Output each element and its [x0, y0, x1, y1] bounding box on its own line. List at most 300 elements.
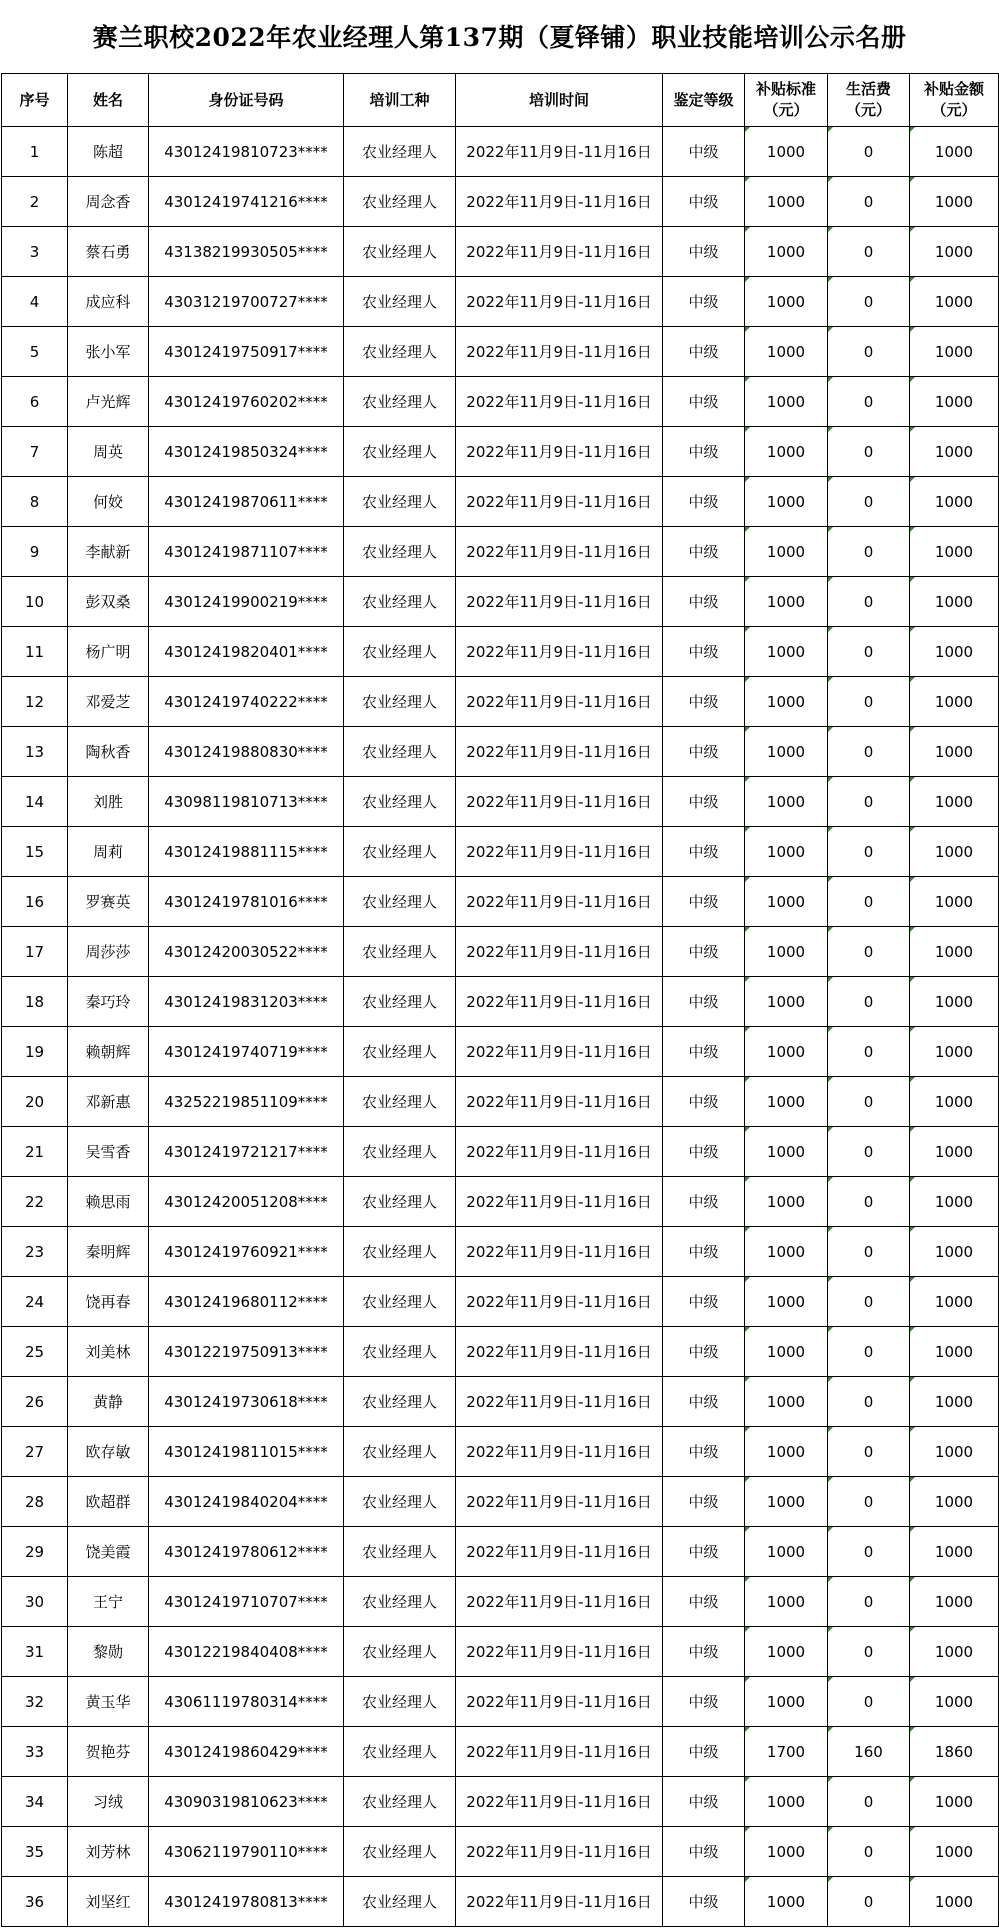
cell-id-number: 43012419750917**** [149, 327, 344, 377]
cell-level: 中级 [663, 227, 745, 277]
cell-living-allowance: 0 [828, 877, 910, 927]
table-row [2, 1677, 999, 1727]
cell-period: 2022年11月9日-11月16日 [456, 1877, 663, 1927]
cell-subsidy-standard: 1000 [745, 1177, 828, 1227]
cell-seq: 25 [2, 1327, 68, 1377]
header-trade: 培训工种 [344, 74, 456, 127]
cell-subsidy-amount: 1000 [910, 1777, 999, 1827]
table-row [2, 1827, 999, 1877]
cell-level: 中级 [663, 1827, 745, 1877]
table-row [2, 1227, 999, 1277]
cell-level: 中级 [663, 1477, 745, 1527]
table-row [2, 1377, 999, 1427]
cell-trade: 农业经理人 [344, 927, 456, 977]
table-row [2, 1277, 999, 1327]
cell-name: 周莎莎 [68, 927, 149, 977]
cell-period: 2022年11月9日-11月16日 [456, 277, 663, 327]
cell-name: 李献新 [68, 527, 149, 577]
cell-level: 中级 [663, 1077, 745, 1127]
table-row [2, 627, 999, 677]
cell-period: 2022年11月9日-11月16日 [456, 1777, 663, 1827]
cell-subsidy-standard: 1000 [745, 1577, 828, 1627]
cell-seq: 29 [2, 1527, 68, 1577]
cell-subsidy-amount: 1000 [910, 577, 999, 627]
cell-name: 罗赛英 [68, 877, 149, 927]
cell-living-allowance: 0 [828, 977, 910, 1027]
roster-table [1, 73, 999, 1927]
cell-seq: 18 [2, 977, 68, 1027]
cell-name: 陈超 [68, 127, 149, 177]
cell-trade: 农业经理人 [344, 1327, 456, 1377]
cell-living-allowance: 0 [828, 1677, 910, 1727]
cell-subsidy-standard: 1000 [745, 1827, 828, 1877]
cell-seq: 31 [2, 1627, 68, 1677]
cell-id-number: 43012420051208**** [149, 1177, 344, 1227]
cell-period: 2022年11月9日-11月16日 [456, 877, 663, 927]
cell-id-number: 43012219750913**** [149, 1327, 344, 1377]
table-row [2, 477, 999, 527]
cell-trade: 农业经理人 [344, 227, 456, 277]
cell-trade: 农业经理人 [344, 1427, 456, 1477]
cell-period: 2022年11月9日-11月16日 [456, 177, 663, 227]
cell-trade: 农业经理人 [344, 1227, 456, 1277]
cell-living-allowance: 0 [828, 1827, 910, 1877]
cell-trade: 农业经理人 [344, 1177, 456, 1227]
table-row [2, 1077, 999, 1127]
roster-body [2, 127, 999, 1927]
cell-period: 2022年11月9日-11月16日 [456, 1427, 663, 1477]
cell-seq: 8 [2, 477, 68, 527]
cell-subsidy-amount: 1000 [910, 727, 999, 777]
cell-subsidy-amount: 1000 [910, 1127, 999, 1177]
cell-level: 中级 [663, 327, 745, 377]
cell-trade: 农业经理人 [344, 1827, 456, 1877]
cell-name: 赖朝辉 [68, 1027, 149, 1077]
cell-id-number: 43012419740222**** [149, 677, 344, 727]
cell-seq: 12 [2, 677, 68, 727]
header-subsidy-standard: 补贴标准（元） [745, 74, 828, 127]
cell-subsidy-standard: 1000 [745, 1227, 828, 1277]
cell-period: 2022年11月9日-11月16日 [456, 127, 663, 177]
table-row [2, 227, 999, 277]
cell-subsidy-standard: 1000 [745, 827, 828, 877]
cell-seq: 1 [2, 127, 68, 177]
cell-seq: 3 [2, 227, 68, 277]
cell-seq: 17 [2, 927, 68, 977]
cell-subsidy-amount: 1000 [910, 277, 999, 327]
cell-name: 黎勋 [68, 1627, 149, 1677]
cell-period: 2022年11月9日-11月16日 [456, 827, 663, 877]
cell-name: 秦明辉 [68, 1227, 149, 1277]
cell-id-number: 43012419760921**** [149, 1227, 344, 1277]
cell-name: 邓新惠 [68, 1077, 149, 1127]
cell-trade: 农业经理人 [344, 127, 456, 177]
cell-subsidy-standard: 1000 [745, 577, 828, 627]
cell-name: 周念香 [68, 177, 149, 227]
table-row [2, 1327, 999, 1377]
cell-subsidy-amount: 1000 [910, 877, 999, 927]
cell-living-allowance: 0 [828, 1877, 910, 1927]
cell-period: 2022年11月9日-11月16日 [456, 1227, 663, 1277]
cell-subsidy-standard: 1000 [745, 377, 828, 427]
cell-subsidy-standard: 1000 [745, 877, 828, 927]
cell-living-allowance: 0 [828, 1127, 910, 1177]
cell-subsidy-amount: 1000 [910, 927, 999, 977]
table-row [2, 677, 999, 727]
cell-trade: 农业经理人 [344, 1027, 456, 1077]
cell-period: 2022年11月9日-11月16日 [456, 777, 663, 827]
cell-name: 秦巧玲 [68, 977, 149, 1027]
cell-period: 2022年11月9日-11月16日 [456, 577, 663, 627]
cell-period: 2022年11月9日-11月16日 [456, 527, 663, 577]
table-row [2, 1127, 999, 1177]
cell-seq: 11 [2, 627, 68, 677]
cell-trade: 农业经理人 [344, 1377, 456, 1427]
cell-seq: 6 [2, 377, 68, 427]
header-level: 鉴定等级 [663, 74, 745, 127]
cell-seq: 20 [2, 1077, 68, 1127]
cell-trade: 农业经理人 [344, 1577, 456, 1627]
cell-living-allowance: 0 [828, 1327, 910, 1377]
cell-name: 周莉 [68, 827, 149, 877]
cell-period: 2022年11月9日-11月16日 [456, 927, 663, 977]
cell-trade: 农业经理人 [344, 377, 456, 427]
table-row [2, 1477, 999, 1527]
cell-subsidy-standard: 1000 [745, 227, 828, 277]
cell-living-allowance: 0 [828, 1627, 910, 1677]
cell-subsidy-standard: 1000 [745, 527, 828, 577]
cell-subsidy-amount: 1000 [910, 1627, 999, 1677]
cell-trade: 农业经理人 [344, 577, 456, 627]
header-period: 培训时间 [456, 74, 663, 127]
cell-name: 欧超群 [68, 1477, 149, 1527]
cell-subsidy-standard: 1000 [745, 1477, 828, 1527]
cell-id-number: 43012419881115**** [149, 827, 344, 877]
cell-name: 习绒 [68, 1777, 149, 1827]
cell-name: 周英 [68, 427, 149, 477]
cell-subsidy-standard: 1000 [745, 1327, 828, 1377]
cell-subsidy-standard: 1000 [745, 1427, 828, 1477]
cell-living-allowance: 0 [828, 1527, 910, 1577]
cell-living-allowance: 0 [828, 1027, 910, 1077]
cell-period: 2022年11月9日-11月16日 [456, 377, 663, 427]
cell-subsidy-amount: 1860 [910, 1727, 999, 1777]
cell-seq: 24 [2, 1277, 68, 1327]
cell-subsidy-amount: 1000 [910, 1577, 999, 1627]
cell-level: 中级 [663, 1727, 745, 1777]
cell-subsidy-amount: 1000 [910, 827, 999, 877]
cell-name: 刘美林 [68, 1327, 149, 1377]
table-row [2, 1027, 999, 1077]
cell-subsidy-standard: 1000 [745, 1377, 828, 1427]
table-row [2, 827, 999, 877]
cell-trade: 农业经理人 [344, 1727, 456, 1777]
cell-level: 中级 [663, 677, 745, 727]
cell-living-allowance: 0 [828, 1077, 910, 1127]
cell-living-allowance: 0 [828, 1227, 910, 1277]
cell-living-allowance: 0 [828, 1577, 910, 1627]
cell-trade: 农业经理人 [344, 477, 456, 527]
cell-subsidy-standard: 1000 [745, 477, 828, 527]
cell-subsidy-amount: 1000 [910, 1527, 999, 1577]
cell-subsidy-amount: 1000 [910, 627, 999, 677]
cell-name: 刘芳林 [68, 1827, 149, 1877]
cell-name: 何姣 [68, 477, 149, 527]
cell-name: 张小军 [68, 327, 149, 377]
cell-level: 中级 [663, 1327, 745, 1377]
cell-id-number: 43012419871107**** [149, 527, 344, 577]
cell-id-number: 43012419730618**** [149, 1377, 344, 1427]
cell-subsidy-standard: 1000 [745, 927, 828, 977]
cell-subsidy-standard: 1000 [745, 1627, 828, 1677]
cell-seq: 27 [2, 1427, 68, 1477]
cell-name: 饶美霞 [68, 1527, 149, 1577]
cell-living-allowance: 0 [828, 777, 910, 827]
cell-period: 2022年11月9日-11月16日 [456, 1377, 663, 1427]
cell-trade: 农业经理人 [344, 277, 456, 327]
cell-trade: 农业经理人 [344, 977, 456, 1027]
cell-living-allowance: 0 [828, 227, 910, 277]
cell-id-number: 43012419780813**** [149, 1877, 344, 1927]
cell-level: 中级 [663, 927, 745, 977]
table-row [2, 177, 999, 227]
cell-period: 2022年11月9日-11月16日 [456, 977, 663, 1027]
header-subsidy-amount: 补贴金额（元） [910, 74, 999, 127]
cell-level: 中级 [663, 1427, 745, 1477]
cell-trade: 农业经理人 [344, 677, 456, 727]
table-row [2, 1627, 999, 1677]
cell-trade: 农业经理人 [344, 1127, 456, 1177]
cell-seq: 15 [2, 827, 68, 877]
cell-level: 中级 [663, 1527, 745, 1577]
document-title: 赛兰职校2022年农业经理人第137期（夏铎铺）职业技能培训公示名册 [92, 23, 907, 52]
table-row [2, 277, 999, 327]
cell-subsidy-standard: 1000 [745, 1677, 828, 1727]
cell-seq: 7 [2, 427, 68, 477]
cell-trade: 农业经理人 [344, 527, 456, 577]
cell-subsidy-standard: 1000 [745, 1127, 828, 1177]
cell-level: 中级 [663, 627, 745, 677]
cell-period: 2022年11月9日-11月16日 [456, 1827, 663, 1877]
cell-trade: 农业经理人 [344, 1777, 456, 1827]
cell-name: 刘胜 [68, 777, 149, 827]
header-living-allowance: 生活费（元） [828, 74, 910, 127]
cell-subsidy-amount: 1000 [910, 1427, 999, 1477]
cell-subsidy-amount: 1000 [910, 1477, 999, 1527]
cell-level: 中级 [663, 527, 745, 577]
cell-level: 中级 [663, 777, 745, 827]
cell-seq: 23 [2, 1227, 68, 1277]
cell-id-number: 43012419740719**** [149, 1027, 344, 1077]
table-row [2, 1577, 999, 1627]
cell-living-allowance: 0 [828, 627, 910, 677]
cell-trade: 农业经理人 [344, 727, 456, 777]
cell-id-number: 43012420030522**** [149, 927, 344, 977]
cell-subsidy-amount: 1000 [910, 777, 999, 827]
cell-subsidy-standard: 1000 [745, 1027, 828, 1077]
cell-level: 中级 [663, 127, 745, 177]
cell-id-number: 43012419680112**** [149, 1277, 344, 1327]
cell-subsidy-amount: 1000 [910, 1677, 999, 1727]
cell-id-number: 43138219930505**** [149, 227, 344, 277]
cell-period: 2022年11月9日-11月16日 [456, 1077, 663, 1127]
cell-subsidy-standard: 1000 [745, 177, 828, 227]
cell-trade: 农业经理人 [344, 427, 456, 477]
table-row [2, 1777, 999, 1827]
cell-subsidy-amount: 1000 [910, 977, 999, 1027]
cell-subsidy-amount: 1000 [910, 1277, 999, 1327]
cell-id-number: 43012219840408**** [149, 1627, 344, 1677]
table-row [2, 977, 999, 1027]
cell-period: 2022年11月9日-11月16日 [456, 227, 663, 277]
cell-level: 中级 [663, 1127, 745, 1177]
cell-level: 中级 [663, 427, 745, 477]
cell-subsidy-amount: 1000 [910, 677, 999, 727]
cell-subsidy-amount: 1000 [910, 227, 999, 277]
cell-id-number: 43012419811015**** [149, 1427, 344, 1477]
cell-subsidy-standard: 1700 [745, 1727, 828, 1777]
cell-seq: 21 [2, 1127, 68, 1177]
cell-level: 中级 [663, 1177, 745, 1227]
cell-period: 2022年11月9日-11月16日 [456, 1027, 663, 1077]
table-row [2, 327, 999, 377]
cell-subsidy-amount: 1000 [910, 1077, 999, 1127]
cell-subsidy-standard: 1000 [745, 727, 828, 777]
table-row [2, 777, 999, 827]
cell-trade: 农业经理人 [344, 777, 456, 827]
header-name: 姓名 [68, 74, 149, 127]
cell-id-number: 43012419860429**** [149, 1727, 344, 1777]
cell-period: 2022年11月9日-11月16日 [456, 627, 663, 677]
table-row [2, 527, 999, 577]
cell-subsidy-standard: 1000 [745, 777, 828, 827]
cell-seq: 36 [2, 1877, 68, 1927]
cell-period: 2022年11月9日-11月16日 [456, 677, 663, 727]
cell-subsidy-standard: 1000 [745, 277, 828, 327]
cell-id-number: 43012419880830**** [149, 727, 344, 777]
cell-subsidy-standard: 1000 [745, 677, 828, 727]
cell-period: 2022年11月9日-11月16日 [456, 1177, 663, 1227]
cell-seq: 33 [2, 1727, 68, 1777]
cell-living-allowance: 0 [828, 677, 910, 727]
cell-id-number: 43062119790110**** [149, 1827, 344, 1877]
cell-living-allowance: 0 [828, 1427, 910, 1477]
cell-level: 中级 [663, 1777, 745, 1827]
cell-id-number: 43012419850324**** [149, 427, 344, 477]
cell-seq: 19 [2, 1027, 68, 1077]
cell-trade: 农业经理人 [344, 877, 456, 927]
table-row [2, 427, 999, 477]
cell-id-number: 43012419840204**** [149, 1477, 344, 1527]
cell-living-allowance: 0 [828, 177, 910, 227]
cell-period: 2022年11月9日-11月16日 [456, 1477, 663, 1527]
cell-name: 陶秋香 [68, 727, 149, 777]
cell-id-number: 43098119810713**** [149, 777, 344, 827]
cell-level: 中级 [663, 1877, 745, 1927]
cell-living-allowance: 0 [828, 377, 910, 427]
cell-level: 中级 [663, 1627, 745, 1677]
table-row [2, 377, 999, 427]
cell-subsidy-standard: 1000 [745, 1077, 828, 1127]
cell-name: 黄静 [68, 1377, 149, 1427]
cell-name: 黄玉华 [68, 1677, 149, 1727]
cell-id-number: 43012419870611**** [149, 477, 344, 527]
cell-subsidy-amount: 1000 [910, 527, 999, 577]
cell-seq: 22 [2, 1177, 68, 1227]
cell-name: 赖思雨 [68, 1177, 149, 1227]
cell-subsidy-amount: 1000 [910, 1327, 999, 1377]
cell-level: 中级 [663, 1377, 745, 1427]
cell-name: 彭双桑 [68, 577, 149, 627]
cell-seq: 14 [2, 777, 68, 827]
table-row [2, 927, 999, 977]
cell-period: 2022年11月9日-11月16日 [456, 1577, 663, 1627]
cell-subsidy-amount: 1000 [910, 327, 999, 377]
cell-living-allowance: 0 [828, 527, 910, 577]
cell-level: 中级 [663, 1227, 745, 1277]
table-row [2, 877, 999, 927]
header-row [2, 74, 999, 127]
cell-name: 王宁 [68, 1577, 149, 1627]
cell-living-allowance: 0 [828, 477, 910, 527]
cell-living-allowance: 0 [828, 327, 910, 377]
cell-subsidy-amount: 1000 [910, 427, 999, 477]
cell-trade: 农业经理人 [344, 327, 456, 377]
cell-period: 2022年11月9日-11月16日 [456, 427, 663, 477]
cell-seq: 2 [2, 177, 68, 227]
cell-name: 刘坚红 [68, 1877, 149, 1927]
table-row [2, 727, 999, 777]
cell-id-number: 43252219851109**** [149, 1077, 344, 1127]
cell-level: 中级 [663, 727, 745, 777]
cell-subsidy-amount: 1000 [910, 1027, 999, 1077]
cell-trade: 农业经理人 [344, 177, 456, 227]
cell-id-number: 43012419741216**** [149, 177, 344, 227]
cell-id-number: 43012419710707**** [149, 1577, 344, 1627]
cell-level: 中级 [663, 377, 745, 427]
cell-subsidy-amount: 1000 [910, 377, 999, 427]
cell-period: 2022年11月9日-11月16日 [456, 1327, 663, 1377]
cell-id-number: 43012419721217**** [149, 1127, 344, 1177]
table-row [2, 1527, 999, 1577]
cell-seq: 4 [2, 277, 68, 327]
cell-level: 中级 [663, 827, 745, 877]
cell-name: 杨广明 [68, 627, 149, 677]
table-row [2, 1877, 999, 1927]
cell-subsidy-amount: 1000 [910, 1227, 999, 1277]
cell-subsidy-amount: 1000 [910, 177, 999, 227]
cell-living-allowance: 0 [828, 577, 910, 627]
cell-subsidy-amount: 1000 [910, 1177, 999, 1227]
cell-subsidy-standard: 1000 [745, 1777, 828, 1827]
cell-trade: 农业经理人 [344, 1477, 456, 1527]
cell-trade: 农业经理人 [344, 1277, 456, 1327]
cell-id-number: 43031219700727**** [149, 277, 344, 327]
cell-subsidy-amount: 1000 [910, 127, 999, 177]
cell-seq: 13 [2, 727, 68, 777]
cell-trade: 农业经理人 [344, 627, 456, 677]
cell-period: 2022年11月9日-11月16日 [456, 1527, 663, 1577]
cell-trade: 农业经理人 [344, 1877, 456, 1927]
cell-trade: 农业经理人 [344, 827, 456, 877]
cell-subsidy-standard: 1000 [745, 1527, 828, 1577]
cell-level: 中级 [663, 1027, 745, 1077]
cell-seq: 32 [2, 1677, 68, 1727]
cell-id-number: 43012419780612**** [149, 1527, 344, 1577]
cell-living-allowance: 0 [828, 927, 910, 977]
cell-living-allowance: 160 [828, 1727, 910, 1777]
cell-level: 中级 [663, 1677, 745, 1727]
